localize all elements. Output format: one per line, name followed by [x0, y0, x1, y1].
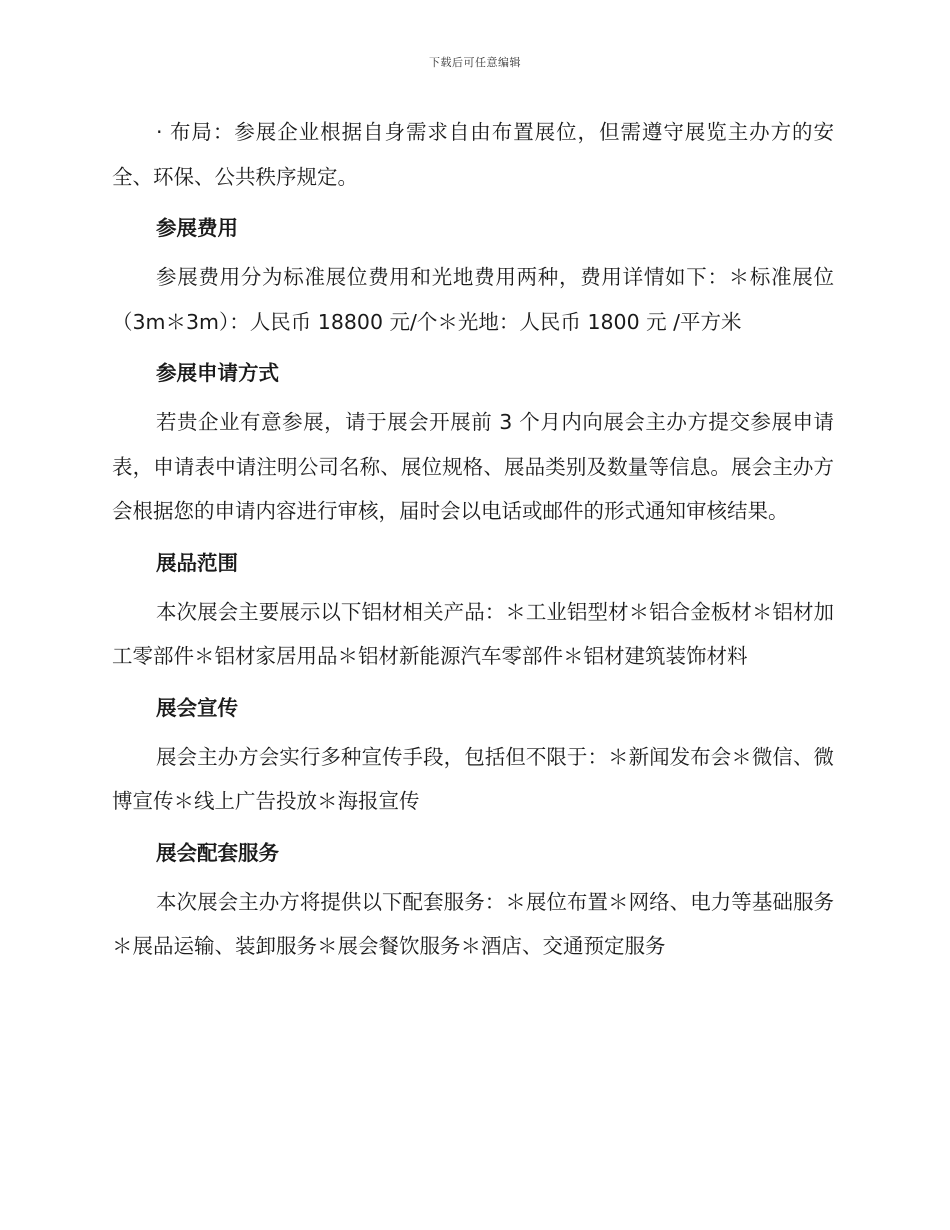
heading-exhibit-scope: 展品范围: [156, 550, 238, 575]
document-body: [112, 110, 834, 969]
page-header: 下载后可任意编辑: [429, 56, 521, 69]
paragraph-promotion: 展会主办方会实行多种宣传手段，包括但不限于：＊新闻发布会＊微信、微博宣传＊线上广告投放＊海报宣传: [112, 744, 834, 813]
paragraph-application: 若贵企业有意参展，请于展会开展前 3 个月内向展会主办方提交参展申请表，申请表中请注明公司名称、展位规格、展品类别及数量等信息。展会主办方会根据您的申请内容进行审核，届时会以电话或邮件的形式通知审核结果。: [112, 410, 834, 523]
paragraph-exhibit-scope: 本次展会主要展示以下铝材相关产品：＊工业铝型材＊铝合金板材＊铝材加工零部件＊铝材家居用品＊铝材新能源汽车零部件＊铝材建筑装饰材料: [112, 599, 834, 668]
paragraph-layout: · 布局：参展企业根据自身需求自由布置展位，但需遵守展览主办方的安全、环保、公共秩序规定。: [112, 120, 834, 189]
heading-promotion: 展会宣传: [156, 695, 238, 720]
paragraph-services: 本次展会主办方将提供以下配套服务：＊展位布置＊网络、电力等基础服务＊展品运输、装卸服务＊展会餐饮服务＊酒店、交通预定服务: [112, 889, 834, 958]
heading-fees: 参展费用: [156, 216, 238, 240]
heading-services: 展会配套服务: [156, 840, 279, 865]
heading-application: 参展申请方式: [156, 361, 279, 385]
paragraph-fees: 参展费用分为标准展位费用和光地费用两种，费用详情如下：＊标准展位（3m＊3m）：人民币 18800 元/个＊光地：人民币 1800 元 /平方米: [112, 265, 834, 334]
